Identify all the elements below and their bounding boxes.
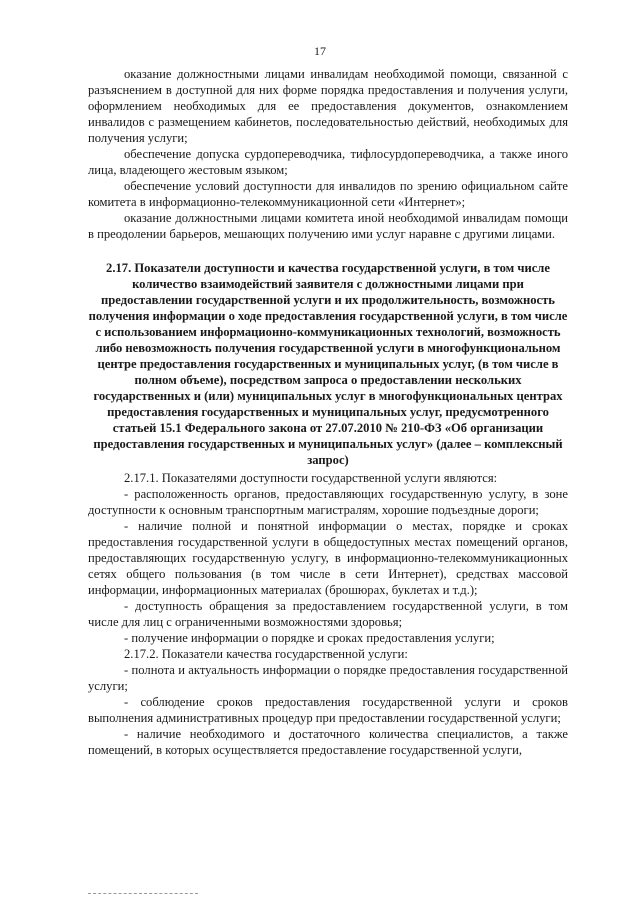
page-number: 17 bbox=[314, 44, 326, 58]
paragraph: оказание должностными лицами инвалидам необходимой помощи, связанной с разъяснением в доступной для них форме порядка предоставления и получения услуги, оформлением необходимых для ее предоставления документов, ознакомлением инвалидов с размещением кабинетов, последовательностью действий, необходимых для получения услуги; bbox=[88, 67, 568, 145]
list-item: - полнота и актуальность информации о порядке предоставления государственной услуги; bbox=[88, 663, 568, 693]
list-item: - получение информации о порядке и сроках предоставления услуги; bbox=[124, 631, 495, 645]
list-item: - расположенность органов, предоставляющих государственную услугу, в зоне доступности к основным транспортным магистралям, хорошие подъездные дороги; bbox=[88, 487, 568, 517]
page-content bbox=[88, 66, 568, 758]
paragraph: 2.17.1. Показателями доступности государственной услуги являются: bbox=[124, 471, 498, 485]
paragraph: оказание должностными лицами комитета иной необходимой инвалидам помощи в преодолении барьеров, мешающих получению ими услуг наравне с другими лицами. bbox=[88, 211, 568, 241]
section-heading: 2.17. Показатели доступности и качества государственной услуги, в том числе количество взаимодействий заявителя с должностными лицами при предоставлении государственной услуги и их продолжительность, возможность получения информации о ходе предоставления государственной услуги, в том числе с использованием информационно-коммуникационных технологий, возможность либо невозможность получения государственной услуги в многофункциональном центре предоставления государственных и муниципальных услуг, (в том числе в полном объеме), посредством запроса о предоставлении нескольких государственных и (или) муниципальных услуг в многофункциональных центрах предоставления государственных и муниципальных услуг, предусмотренного статьей 15.1 Федерального закона от 27.07.2010 № 210-ФЗ «Об организации предоставления государственных и муниципальных услуг» (далее – комплексный запрос) bbox=[88, 261, 568, 467]
paragraph: 2.17.2. Показатели качества государственной услуги: bbox=[124, 647, 408, 661]
list-item: - доступность обращения за предоставлением государственной услуги, в том числе для лиц с ограниченными возможностями здоровья; bbox=[88, 599, 568, 629]
list-item: - наличие необходимого и достаточного количества специалистов, а также помещений, в которых осуществляется предоставление государственной услуги, bbox=[88, 727, 568, 757]
list-item: - соблюдение сроков предоставления государственной услуги и сроков выполнения административных процедур при предоставлении государственной услуги; bbox=[88, 695, 568, 725]
paragraph: обеспечение условий доступности для инвалидов по зрению официальном сайте комитета в информационно-телекоммуникационной сети «Интернет»; bbox=[88, 179, 568, 209]
footer-divider bbox=[88, 893, 198, 896]
list-item: - наличие полной и понятной информации о местах, порядке и сроках предоставления государственной услуги в общедоступных местах помещений органов, предоставляющих государственную услугу, в информационно-телекоммуникационных сетях общего пользования (в том числе в сети Интернет), средствах массовой информации, информационных материалах (брошюрах, буклетах и т.д.); bbox=[88, 519, 568, 597]
paragraph: обеспечение допуска сурдопереводчика, тифлосурдопереводчика, а также иного лица, владеющего жестовым языком; bbox=[88, 147, 568, 177]
